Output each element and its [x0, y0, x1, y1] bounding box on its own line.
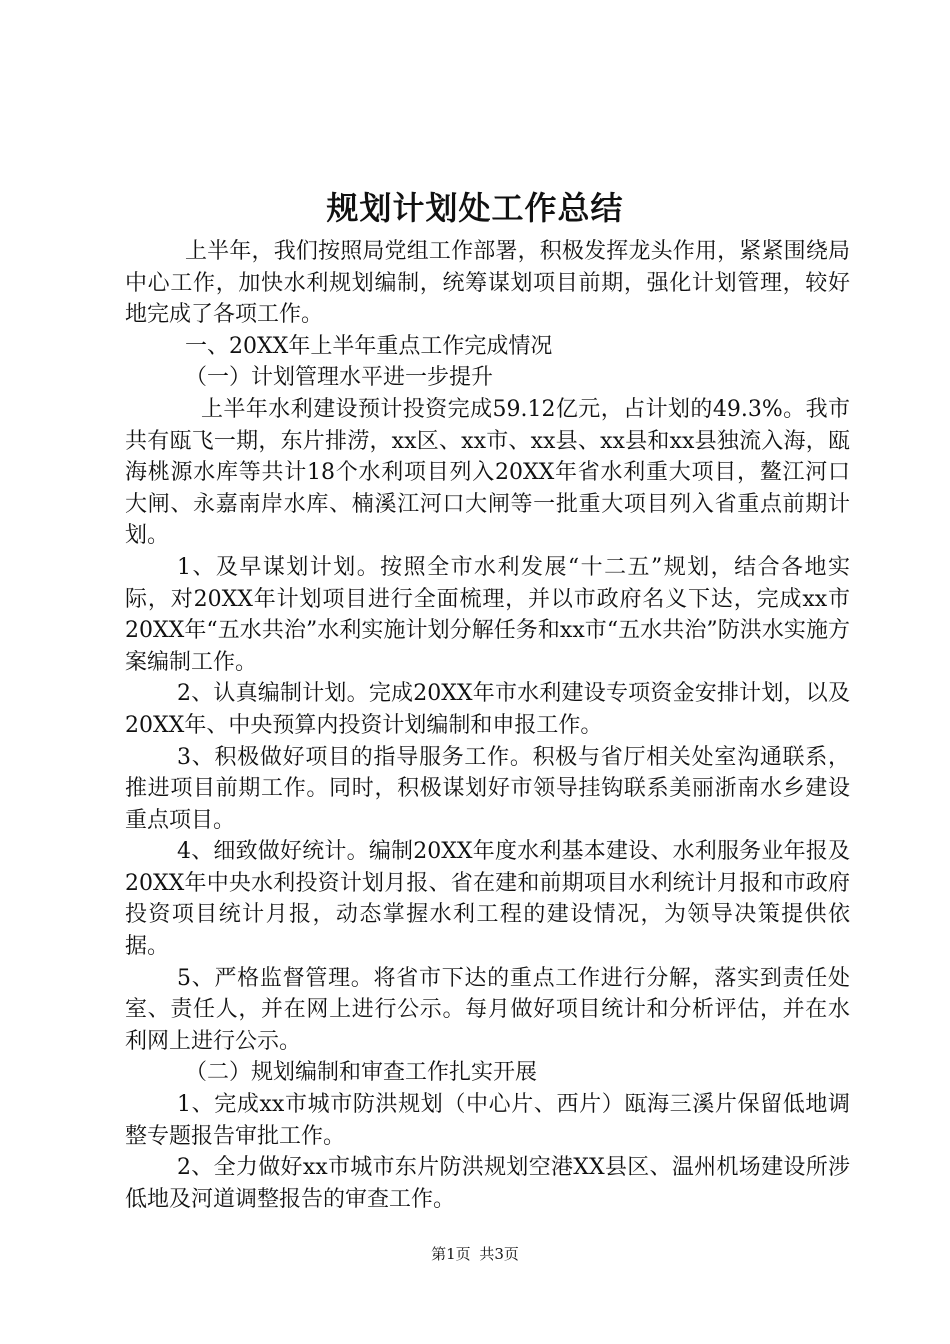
- paragraph-item-3: 3、积极做好项目的指导服务工作。积极与省厅相关处室沟通联系，推进项目前期工作。同时，积极谋划好市领导挂钩联系美丽浙南水乡建设重点项目。: [125, 744, 850, 833]
- paragraph-intro: 上半年，我们按照局党组工作部署，积极发挥龙头作用，紧紧围绕局中心工作，加快水利规划编制，统筹谋划项目前期，强化计划管理，较好地完成了各项工作。: [125, 239, 850, 328]
- document-title: 规划计划处工作总结: [326, 189, 624, 227]
- paragraph-item-1: 1、及早谋划计划。按照全市水利发展“十二五”规划，结合各地实际，对20XX年计划项目进行全面梳理，并以市政府名义下达，完成xx市20XX年“五水共治”水利实施计划分解任务和xx市“五水共治”防洪水实施方案编制工作。: [125, 554, 850, 675]
- page-number: 第1页: [431, 1245, 471, 1263]
- paragraph-plan-2: 2、全力做好xx市城市东片防洪规划空港XX县区、温州机场建设所涉低地及河道调整报告的审查工作。: [125, 1155, 850, 1212]
- page-total: 共3页: [479, 1245, 519, 1263]
- document-body: [125, 236, 850, 1215]
- heading-subsection-1: （一）计划管理水平进一步提升: [185, 365, 494, 391]
- paragraph-investment: 上半年水利建设预计投资完成59.12亿元，占计划的49.3%。我市共有瓯飞一期，东片排涝，xx区、xx市、xx县、xx县和xx县独流入海，瓯海桃源水库等共计18个水利项目列入20XX年省水利重大项目，鳌江河口大闸、永嘉南岸水库、楠溪江河口大闸等一批重大项目列入省重点前期计划。: [125, 396, 850, 549]
- paragraph-plan-1: 1、完成xx市城市防洪规划（中心片、西片）瓯海三溪片保留低地调整专题报告审批工作。: [125, 1092, 850, 1149]
- heading-section-1: 一、20XX年上半年重点工作完成情况: [185, 333, 553, 359]
- paragraph-item-5: 5、严格监督管理。将省市下达的重点工作进行分解，落实到责任处室、责任人，并在网上进行公示。每月做好项目统计和分析评估，并在水利网上进行公示。: [125, 965, 850, 1054]
- heading-subsection-2: （二）规划编制和审查工作扎实开展: [185, 1060, 538, 1086]
- page-footer: [0, 1244, 950, 1264]
- paragraph-item-4: 4、细致做好统计。编制20XX年度水利基本建设、水利服务业年报及20XX年中央水利投资计划月报、省在建和前期项目水利统计月报和市政府投资项目统计月报，动态掌握水利工程的建设情况，为领导决策提供依据。: [125, 839, 850, 960]
- paragraph-item-2: 2、认真编制计划。完成20XX年市水利建设专项资金安排计划，以及20XX年、中央预算内投资计划编制和申报工作。: [125, 681, 850, 738]
